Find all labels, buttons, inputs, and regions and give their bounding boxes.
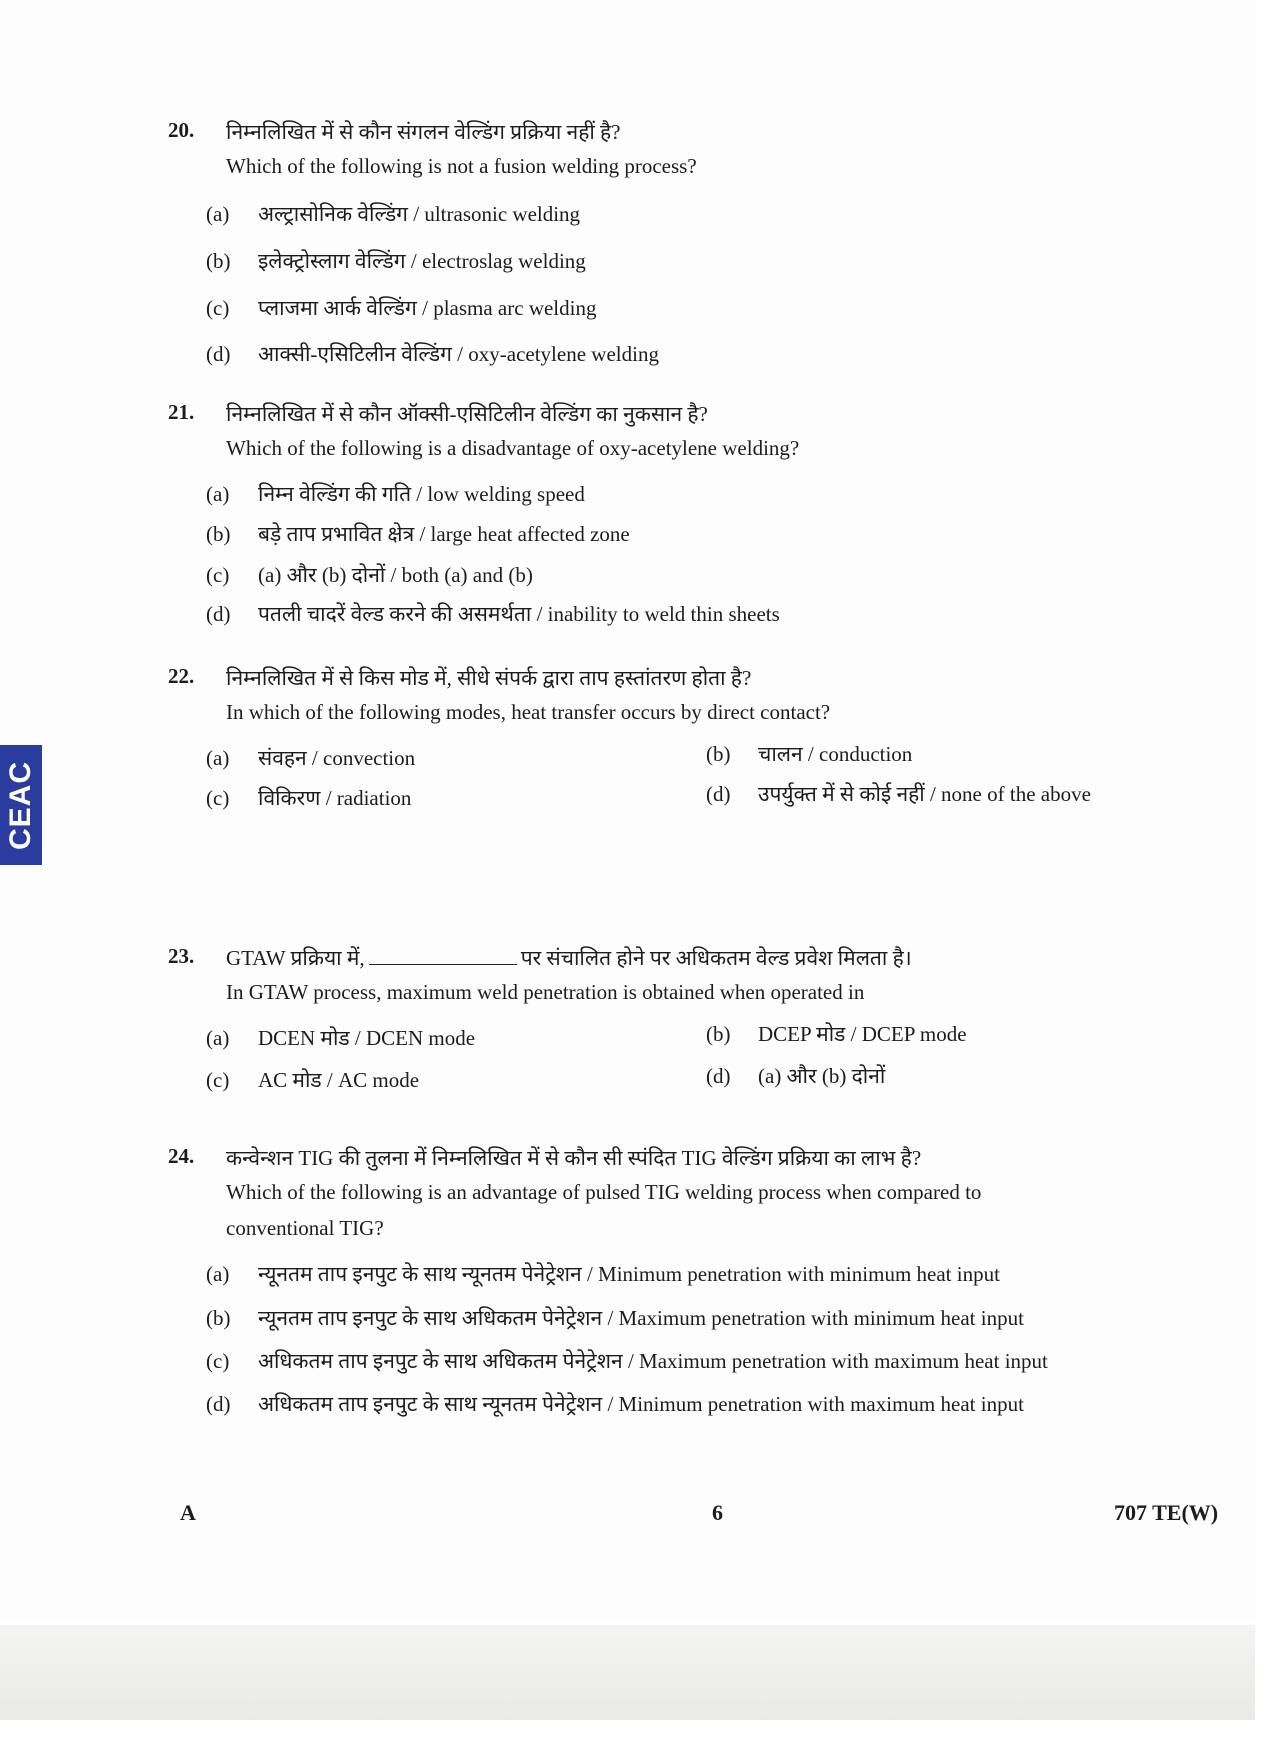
option-label: (a) [206, 482, 230, 506]
option-b [206, 247, 586, 275]
option-text: न्यूनतम ताप इनपुट के साथ न्यूनतम पेनेट्रेशन / Minimum penetration with minimum heat input [258, 1262, 1000, 1286]
option-b [706, 740, 912, 768]
option-text: संवहन / convection [258, 746, 416, 770]
option-text: आक्सी-एसिटिलीन वेल्डिंग / oxy-acetylene welding [258, 342, 659, 366]
option-d [206, 340, 659, 368]
footer-booklet-series: A [180, 1500, 196, 1525]
option-d [706, 780, 1091, 808]
question-text-hindi-after: पर संचालित होने पर अधिकतम वेल्ड प्रवेश मिलता है। [520, 946, 912, 970]
option-text: DCEN मोड / DCEN mode [258, 1026, 476, 1050]
option-b [206, 520, 630, 548]
option-a [206, 200, 580, 228]
option-text: अधिकतम ताप इनपुट के साथ न्यूनतम पेनेट्रेशन / Minimum penetration with maximum heat input [258, 1392, 1024, 1416]
option-text: चालन / conduction [758, 742, 913, 766]
option-text: निम्न वेल्डिंग की गति / low welding speed [258, 482, 585, 506]
option-label: (c) [206, 563, 230, 587]
option-text: DCEP मोड / DCEP mode [758, 1022, 967, 1046]
option-d [206, 1390, 1024, 1418]
question-text-hindi: निम्नलिखित में से किस मोड में, सीधे संपर्क द्वारा ताप हस्तांतरण होता है? [226, 666, 752, 690]
option-label: (b) [206, 1306, 231, 1330]
option-c [206, 294, 596, 322]
question-text-hindi [226, 944, 912, 972]
question-number: 20. [168, 118, 195, 142]
option-label: (c) [206, 786, 230, 810]
option-text: (a) और (b) दोनों [758, 1064, 886, 1088]
question-text-english-line1: Which of the following is an advantage of pulsed TIG welding process when compared to [226, 1180, 982, 1204]
option-a [206, 744, 415, 772]
question-text-hindi: निम्नलिखित में से कौन ऑक्सी-एसिटिलीन वेल्डिंग का नुकसान है? [226, 402, 708, 426]
option-text: अधिकतम ताप इनपुट के साथ अधिकतम पेनेट्रेशन / Maximum penetration with maximum heat input [258, 1349, 1048, 1373]
option-d [206, 600, 780, 628]
option-label: (a) [206, 1026, 230, 1050]
question-number: 22. [168, 664, 195, 688]
option-label: (c) [206, 1068, 230, 1092]
option-c [206, 784, 411, 812]
option-label: (b) [206, 249, 231, 273]
option-text: पतली चादरें वेल्ड करने की असमर्थता / inability to weld thin sheets [258, 602, 780, 626]
option-a [206, 480, 585, 508]
question-text-hindi-before: GTAW प्रक्रिया में, [226, 946, 365, 970]
question-text-english-line2: conventional TIG? [226, 1216, 384, 1240]
side-tab-marker: CEAC [0, 745, 42, 865]
option-label: (b) [206, 522, 231, 546]
question-text-english: In which of the following modes, heat transfer occurs by direct contact? [226, 700, 831, 724]
option-text: न्यूनतम ताप इनपुट के साथ अधिकतम पेनेट्रेशन / Maximum penetration with minimum heat input [258, 1306, 1024, 1330]
option-text: (a) और (b) दोनों / both (a) and (b) [258, 563, 533, 587]
footer-paper-code: 707 TE(W) [1114, 1500, 1219, 1525]
question-text-english: In GTAW process, maximum weld penetration is obtained when operated in [226, 980, 865, 1004]
option-label: (d) [706, 782, 731, 806]
question-text-english: Which of the following is a disadvantage of oxy-acetylene welding? [226, 436, 800, 460]
option-d [706, 1062, 885, 1090]
option-label: (b) [706, 742, 731, 766]
option-text: बड़े ताप प्रभावित क्षेत्र / large heat affected zone [258, 522, 630, 546]
question-number: 21. [168, 400, 195, 424]
option-text: AC मोड / AC mode [258, 1068, 420, 1092]
option-a [206, 1024, 475, 1052]
question-text-hindi: कन्वेन्शन TIG की तुलना में निम्नलिखित में से कौन सी स्पंदित TIG वेल्डिंग प्रक्रिया का लाभ है? [226, 1146, 922, 1170]
option-label: (c) [206, 296, 230, 320]
option-c [206, 561, 533, 589]
option-text: उपर्युक्त में से कोई नहीं / none of the above [758, 782, 1091, 806]
option-text: अल्ट्रासोनिक वेल्डिंग / ultrasonic welding [258, 202, 581, 226]
option-label: (a) [206, 202, 230, 226]
option-label: (a) [206, 1262, 230, 1286]
option-text: विकिरण / radiation [258, 786, 412, 810]
option-c [206, 1347, 1048, 1375]
option-b [206, 1304, 1024, 1332]
option-label: (d) [706, 1064, 731, 1088]
option-label: (d) [206, 1392, 231, 1416]
option-label: (d) [206, 342, 231, 366]
option-a [206, 1260, 1000, 1288]
question-number: 23. [168, 944, 195, 968]
option-text: इलेक्ट्रोस्लाग वेल्डिंग / electroslag welding [258, 249, 586, 273]
option-text: प्लाजमा आर्क वेल्डिंग / plasma arc welding [258, 296, 597, 320]
option-c [206, 1066, 419, 1094]
option-label: (c) [206, 1349, 230, 1373]
question-text-hindi: निम्नलिखित में से कौन संगलन वेल्डिंग प्रक्रिया नहीं है? [226, 120, 621, 144]
option-label: (d) [206, 602, 231, 626]
question-text-english: Which of the following is not a fusion welding process? [226, 154, 697, 178]
scan-bottom-edge [0, 1625, 1255, 1720]
option-label: (a) [206, 746, 230, 770]
scan-right-edge [1255, 0, 1275, 1755]
option-b [706, 1020, 967, 1048]
fill-in-blank [369, 946, 517, 965]
option-label: (b) [706, 1022, 731, 1046]
footer-page-number: 6 [712, 1500, 723, 1525]
question-number: 24. [168, 1144, 195, 1168]
